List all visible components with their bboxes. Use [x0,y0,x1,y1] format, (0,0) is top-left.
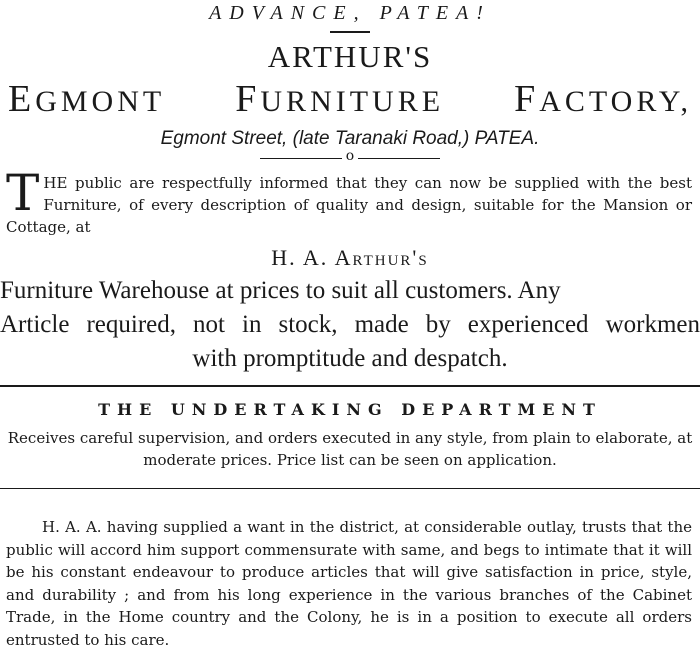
proprietor-name-text: H. A. Arthur's [271,245,429,270]
initial-e: E [8,78,36,120]
initial-f2: F [514,78,540,120]
word-rest: ACTORY, [539,85,692,118]
divider-line-right [358,158,440,159]
address-line: Egmont Street, (late Taranaki Road,) PATEA. [160,128,540,149]
warehouse-line-1 [0,274,700,308]
word-rest: GMONT [35,85,166,118]
closing-text: H. A. A. having supplied a want in the district, at considerable outlay, trusts that the public will accord him support commensurate with same, and begs to intimate that it will be his constant endeavour to produce articles that will give satisfaction in price, style, and durability ; and from his long experience in the various branches of the Cabinet Trade, in the Home country and the Colony, he is in a position to execute all orders entrusted to his care. [6,518,692,649]
factory-heading [8,80,692,121]
initial-f: F [235,78,261,120]
masthead-rule [330,31,370,33]
intro-paragraph [6,164,692,238]
divider-line-left [260,158,342,159]
undertaking-title: THE UNDERTAKING DEPARTMENT [98,400,602,419]
warehouse-block [0,274,700,376]
factory-word-egmont [8,80,165,121]
undertaking-text: Receives careful supervision, and orders executed in any style, from plain to elaborate, at moderate prices. Price list can be seen on application. [7,429,693,469]
factory-word-furniture [235,80,444,121]
warehouse-line-1-text: Furniture Warehouse at prices to suit all customers. Any [0,277,561,304]
warehouse-line-3: with promptitude and despatch. [192,345,508,372]
business-name-heading: ARTHUR'S [267,39,433,74]
section-rule-bottom [0,488,700,489]
ornamental-divider [260,150,440,166]
drop-cap: T [6,164,40,222]
warehouse-line-2: Article required, not in stock, made by experienced workmen [0,311,700,338]
publication-masthead: ADVANCE, PATEA! [209,2,491,24]
word-rest: URNITURE [260,85,445,118]
intro-text: HE public are respectfully informed that they can now be supplied with the best Furniture, of every description of quality and design, suitable for the Mansion or Cottage, at [6,174,692,236]
divider-glyph: o [345,148,355,164]
closing-paragraph [6,516,692,652]
proprietor-name [0,245,700,271]
section-rule-top [0,385,700,387]
factory-word-factory [514,80,692,121]
